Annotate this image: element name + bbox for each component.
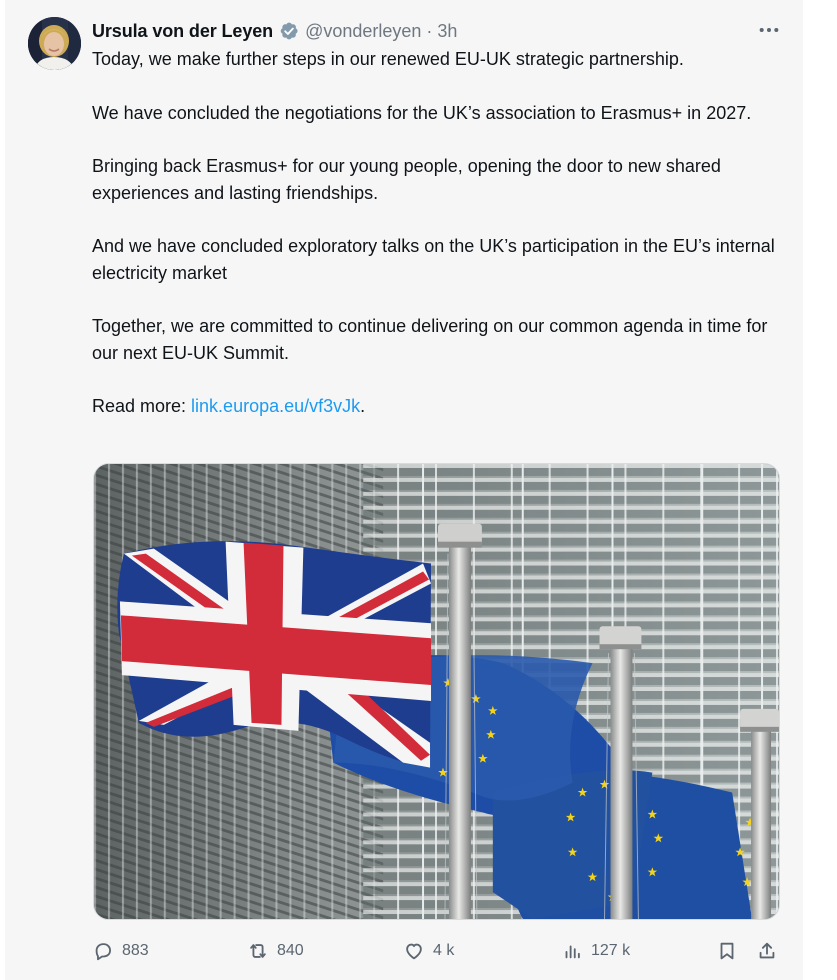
repost-count: 840 <box>277 942 304 959</box>
avatar-photo <box>28 17 81 70</box>
read-more-line <box>92 393 782 420</box>
timestamp[interactable]: 3h <box>437 20 458 41</box>
views-button[interactable] <box>561 937 630 965</box>
paragraph-5: Together, we are committed to continue delivering on our common agenda in time for our next EU-UK Summit. <box>92 316 768 363</box>
paragraph-2: We have concluded the negotiations for the UK’s association to Erasmus+ in 2027. <box>92 102 752 123</box>
share-button[interactable] <box>756 937 778 965</box>
like-button[interactable] <box>403 937 454 965</box>
ellipsis-icon <box>758 26 780 34</box>
repost-icon <box>247 940 269 962</box>
paragraph-1: Today, we make further steps in our renewed EU-UK strategic partnership. <box>92 49 684 69</box>
bookmark-button[interactable] <box>716 937 738 965</box>
post-header <box>92 18 457 44</box>
like-count: 4 k <box>433 942 455 959</box>
reply-button[interactable] <box>92 937 149 965</box>
flags-photo <box>94 464 779 919</box>
post-image[interactable] <box>93 463 780 920</box>
reply-count: 883 <box>122 942 149 959</box>
action-bar <box>92 937 782 965</box>
more-options-button[interactable] <box>757 20 781 40</box>
author-handle[interactable]: @vonderleyen <box>305 20 422 41</box>
repost-button[interactable] <box>247 937 304 965</box>
bookmark-icon <box>716 940 738 962</box>
heart-icon <box>403 940 425 962</box>
share-icon <box>756 940 778 962</box>
author-name[interactable]: Ursula von der Leyen <box>92 20 274 41</box>
reply-icon <box>92 940 114 962</box>
link-suffix: . <box>360 396 366 416</box>
paragraph-3: Bringing back Erasmus+ for our young people, opening the door to new shared experiences and lasting friendships. <box>92 156 721 203</box>
post-text <box>92 46 782 447</box>
separator-dot: · <box>426 20 433 41</box>
verified-badge-icon[interactable] <box>279 21 299 41</box>
views-chart-icon <box>561 940 583 962</box>
paragraph-4: And we have concluded exploratory talks on the UK’s participation in the EU’s internal electricity market <box>92 236 775 283</box>
read-more-link[interactable]: link.europa.eu/vf3vJk <box>191 396 361 416</box>
read-more-label: Read more: <box>92 396 192 416</box>
avatar[interactable] <box>28 17 81 70</box>
view-count: 127 k <box>591 942 631 959</box>
